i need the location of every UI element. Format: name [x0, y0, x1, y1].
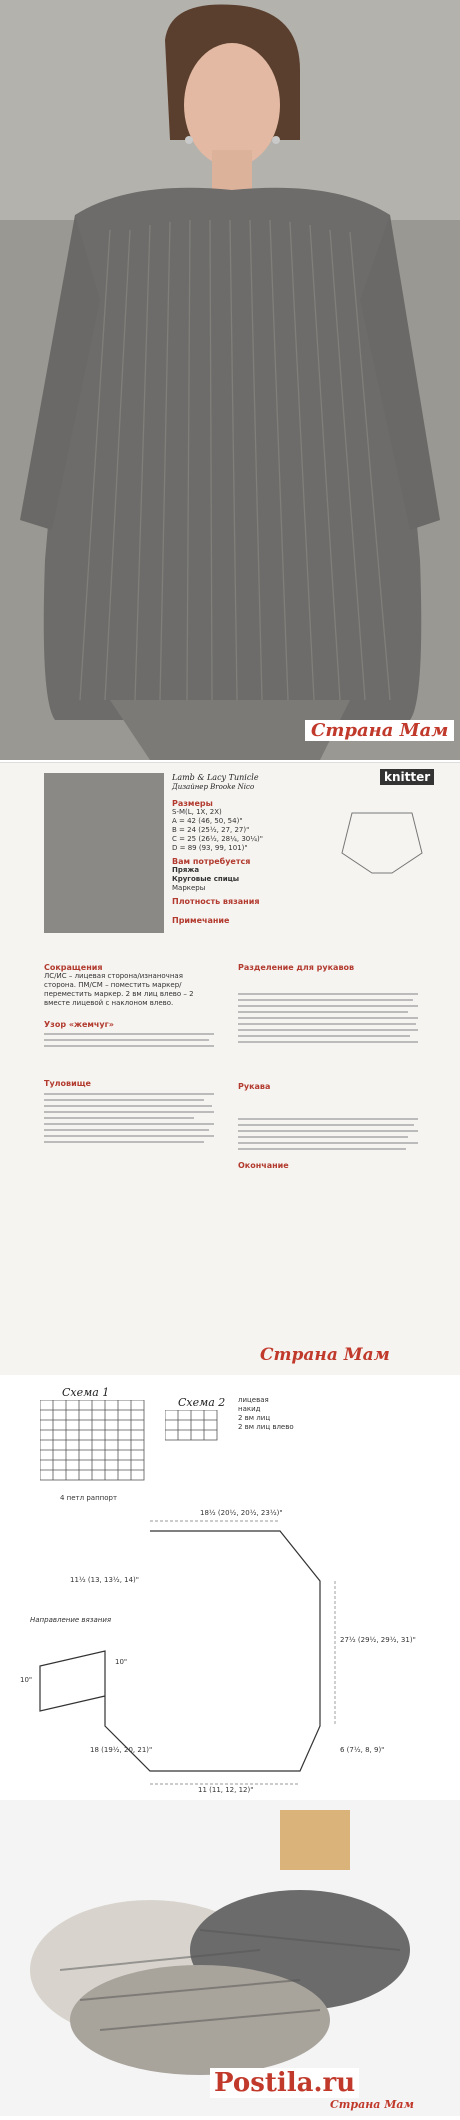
chart1-title: Схема 1: [62, 1386, 110, 1399]
sheet-designer: Дизайнер Brooke Nico: [172, 783, 255, 791]
dim-left-diag: 11½ (13, 13½, 14)": [70, 1576, 140, 1584]
sheet-title: Lamb & Lacy Tunicle: [172, 773, 259, 782]
model-illustration: [0, 0, 460, 760]
brand-watermark: Postila.ru: [210, 2068, 359, 2098]
legend-item: 2 вм лиц: [238, 1414, 271, 1422]
dim-mid: 10": [115, 1658, 128, 1666]
tunic-label: Туловище: [44, 1079, 91, 1088]
sleeve-label: Рукава: [238, 1082, 271, 1091]
size-line: D = 89 (93, 99, 101)": [172, 844, 248, 852]
chart1-grid: [40, 1400, 150, 1490]
pattern-sheet: [0, 762, 460, 1375]
direction-label: Направление вязания: [30, 1616, 112, 1624]
dim-lower-diag: 18 (19½, 20, 21)": [90, 1746, 153, 1754]
dim-right: 27½ (29½, 29½, 31)": [340, 1636, 416, 1644]
size-line: A = 42 (46, 50, 54)": [172, 817, 243, 825]
yoke-label: Разделение для рукавов: [238, 963, 355, 972]
dim-left-small: 10": [20, 1676, 33, 1684]
yarn-photo: [0, 1800, 460, 2116]
legend-item: накид: [238, 1405, 261, 1413]
watermark: Страна Мам: [330, 2098, 414, 2111]
dim-right-lower: 6 (7½, 8, 9)": [340, 1746, 385, 1754]
dim-top: 18½ (20½, 20½, 23½)": [200, 1509, 283, 1517]
sizes: S-M(L, 1X, 2X): [172, 808, 222, 816]
needs-label: Вам потребуется: [172, 857, 251, 866]
schematic-thumb: [332, 803, 432, 883]
finish-label: Окончание: [238, 1161, 289, 1170]
size-line: C = 25 (26½, 28¼, 30¼)": [172, 835, 263, 843]
chart1-repeat: 4 петл раппорт: [60, 1494, 118, 1502]
gauge-label: Плотность вязания: [172, 897, 260, 906]
watermark: Страна Мам: [305, 720, 454, 741]
hero-photo: [0, 0, 460, 760]
chart2-grid: [165, 1410, 225, 1450]
note-label: Примечание: [172, 916, 230, 925]
terms-label: Сокращения: [44, 963, 103, 972]
dim-bottom: 11 (11, 12, 12)": [198, 1786, 254, 1794]
sizes-label: Размеры: [172, 799, 213, 808]
legend-item: 2 вм лиц влево: [238, 1423, 294, 1431]
brand-logo: knitter: [380, 769, 434, 785]
needles-label: Круговые спицы: [172, 875, 240, 883]
decrease-label: Узор «жемчуг»: [44, 1020, 114, 1029]
sheet-photo: [44, 773, 164, 933]
text-lines: [44, 983, 424, 1313]
schematic-diagram: [0, 1376, 460, 1796]
markers-label: Маркеры: [172, 884, 206, 892]
legend-item: лицевая: [238, 1396, 269, 1404]
chart2-title: Схема 2: [178, 1396, 226, 1409]
watermark: Страна Мам: [260, 1345, 390, 1365]
size-line: B = 24 (25½, 27, 27)": [172, 826, 250, 834]
terms-text: ЛС/ИС – лицевая сторона/изнаночная сторона. ПМ/СМ – поместить маркер/переместить маркер. 2 вм лиц влево – 2 вместе лицевой с наклоном влево.: [44, 972, 194, 1007]
yarn-label: Пряжа: [172, 866, 200, 874]
garment-schematic: [0, 1506, 460, 1796]
